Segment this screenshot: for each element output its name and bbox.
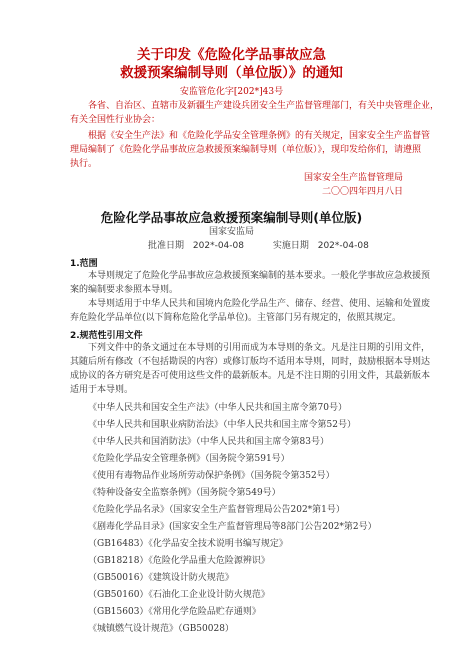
approval-label: 批准日期 [148,241,185,251]
section-1-title: 1.范围 [70,259,98,269]
effective-date: 202*-04-08 [317,241,369,251]
notice-title-line2: 救援预案编制导则（单位版）》的通知 [120,65,343,81]
sec1-p1-line2: 案的编制要求参照本导则。 [70,285,179,295]
sec1-p2-line2: 弃危险化学品单位(以下简称危险化学品单位)。主管部门另有规定的，依照其规定。 [70,313,402,323]
notice-body-line1: 根据《安全生产法》和《危险化学品安全管理条例》的有关规定，国家安全生产监督管 [88,131,431,141]
section-2-title: 2.规范性引用文件 [70,331,143,341]
notice-body-line2: 理局编制了《危险化学品事故应急救援预案编制导则（单位版）》，现印发给你们，请遵照 [70,145,422,155]
reference-item: （GB50160）《石油化工企业设计防火规范》 [88,590,270,600]
approval-date: 202*-04-08 [192,241,244,251]
guideline-issuer: 国家安监局 [208,227,254,237]
sec1-p2-line1: 本导则适用于中华人民共和国境内危险化学品生产、储存、经营、使用、运输和处置废 [88,299,431,309]
sec2-p-line3: 成协议的各方研究是否可使用这些文件的最新版本。凡是不注日期的引用文件，其最新版本 [70,371,431,381]
reference-item: 《城镇燃气设计规范》（GB50028） [88,624,234,634]
sec2-p-line1: 下列文件中的条文通过在本导则的引用而成为本导则的条文。凡是注日期的引用文件， [88,343,431,353]
reference-item: 《使用有毒物品作业场所劳动保护条例》（国务院令第352号） [88,471,335,481]
reference-item: 《中华人民共和国消防法》（中华人民共和国主席令第83号） [88,437,329,447]
reference-item: 《危险化学品安全管理条例》（国务院令第591号） [88,454,290,464]
notice-issuer: 国家安全生产监督管理局 [303,173,403,183]
notice-date: 二〇〇四年四月八日 [321,187,403,197]
sec2-p-line4: 适用于本导则。 [70,385,134,395]
reference-item: 《中华人民共和国职业病防治法》（中华人民共和国主席令第52号） [88,420,356,430]
notice-body-line3: 执行。 [70,159,98,169]
effective-label: 实施日期 [272,241,309,251]
notice-title-line1: 关于印发《危险化学品事故应急 [137,47,326,63]
reference-item: （GB18218）《危险化学品重大危险源辨识》 [88,556,270,566]
reference-item: 《特种设备安全监察条例》（国务院令第549号） [88,488,281,498]
notice-addressee-line1: 各省、自治区、直辖市及新疆生产建设兵团安全生产监督管理部门，有关中央管理企业， [88,101,440,111]
reference-item: 《中华人民共和国安全生产法》（中华人民共和国主席令第70号） [88,403,347,413]
sec2-p-line2: 其随后所有修改（不包括勘误的内容）或修订版均不适用本导则，同时，鼓励根据本导则达 [70,357,431,367]
notice-doc-number: 安监管危化字[202*]43号 [179,87,284,97]
sec1-p1-line1: 本导则规定了危险化学品事故应急救援预案编制的基本要求。一般化学事故应急救援预 [88,271,431,281]
reference-item: 《危险化学品名录》（国家安全生产监督管理局公告202*第1号） [88,505,345,515]
notice-addressee-line2: 有关全国性行业协会： [70,115,161,125]
approval-date-row [148,240,369,252]
reference-item: （GB15603）《常用化学危险品贮存通则》 [88,607,261,617]
reference-item: （GB50016）《建筑设计防火规范》 [88,573,234,583]
reference-item: 《剧毒化学品目录》(国家安全生产监督管理局等8部门公告202*第2号） [88,522,377,532]
reference-item: （GB16483）《化学品安全技术说明书编写规定》 [88,539,288,549]
guideline-title: 危险化学品事故应急救援预案编制导则(单位版) [100,210,363,225]
